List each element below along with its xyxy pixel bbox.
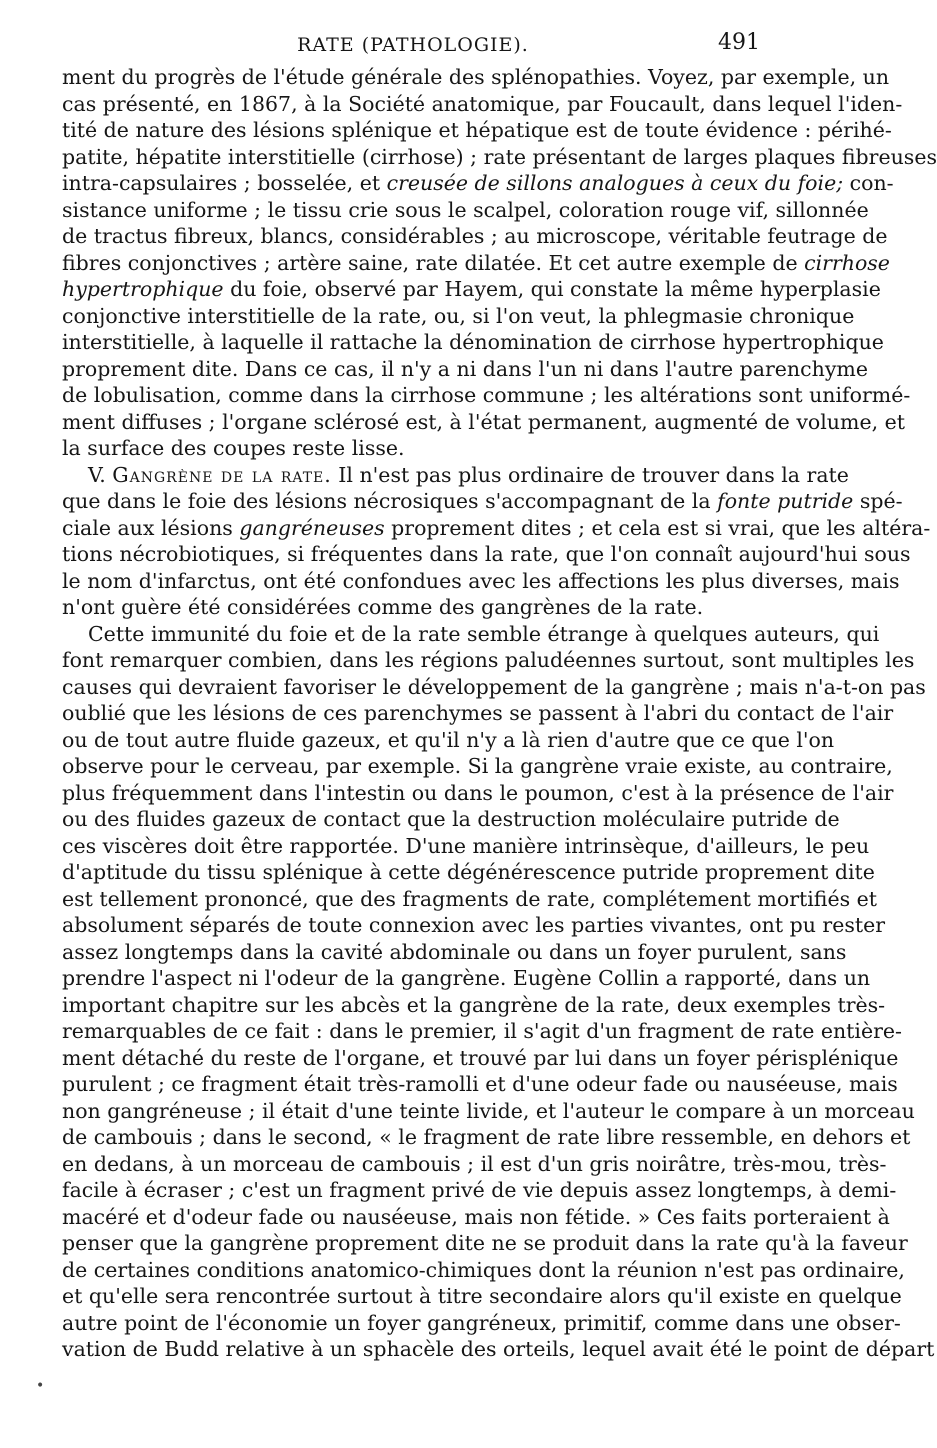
text-line xyxy=(62,409,905,436)
running-head xyxy=(62,30,764,62)
text-segment: n'ont guère été considérées comme des gangrènes de la rate. xyxy=(62,595,704,619)
text-segment: proprement dites ; et cela est si vrai, que les altéra- xyxy=(384,515,931,540)
text-line xyxy=(62,992,886,1019)
text-segment: cas présenté, en 1867, à la Société anatomique, par Foucault, dans lequel l'iden- xyxy=(62,91,903,116)
text-line xyxy=(62,886,878,913)
text-line xyxy=(62,462,849,489)
text-line xyxy=(62,939,847,966)
text-segment: V. xyxy=(88,462,113,487)
text-line xyxy=(62,197,869,224)
text-segment: d'aptitude du tissu splénique à cette dégénérescence putride proprement dite xyxy=(62,860,875,884)
text-line xyxy=(62,700,894,727)
text-segment: purulent ; ce fragment était très-ramolli et d'une odeur fade ou nauséeuse, mais xyxy=(62,1072,898,1096)
text-segment: tions nécrobiotiques, si fréquentes dans la rate, que l'on connaît aujourd'hui sous xyxy=(62,542,911,566)
text-segment: est tellement prononcé, que des fragments de rate, complétement mortifiés et xyxy=(62,886,878,911)
text-line xyxy=(62,515,931,542)
text-segment: important chapitre sur les abcès et la gangrène de la rate, deux exemples très- xyxy=(62,992,886,1017)
running-title: RATE (PATHOLOGIE). xyxy=(297,34,529,56)
text-segment: en dedans, à un morceau de cambouis ; il est d'un gris noirâtre, très-mou, très- xyxy=(62,1151,887,1176)
text-segment: plus fréquemment dans l'intestin ou dans le poumon, c'est à la présence de l'air xyxy=(62,780,894,805)
text-line xyxy=(62,1336,935,1363)
text-segment: spé- xyxy=(853,489,903,513)
text-line xyxy=(62,223,888,250)
text-line xyxy=(62,674,926,701)
text-segment: Cette immunité du foie et de la rate semble étrange à quelques auteurs, qui xyxy=(88,621,880,646)
text-segment: assez longtemps dans la cavité abdominale ou dans un foyer purulent, sans xyxy=(62,939,847,964)
text-segment: absolument séparés de toute connexion avec les parties vivantes, ont pu rester xyxy=(62,913,886,937)
text-segment: font remarquer combien, dans les régions paludéennes surtout, sont multiples les xyxy=(62,648,915,672)
italic-text: fonte putride xyxy=(717,489,854,513)
text-segment: ment du progrès de l'étude générale des splénopathies. Voyez, par exemple, un xyxy=(62,65,890,89)
body-text xyxy=(62,64,937,1363)
text-line xyxy=(62,647,915,674)
text-line xyxy=(62,329,884,356)
text-segment: causes qui devraient favoriser le développement de la gangrène ; mais n'a-t-on pas xyxy=(62,674,926,699)
text-line xyxy=(62,91,903,118)
text-segment: ciale aux lésions xyxy=(62,515,240,540)
text-line xyxy=(62,1204,890,1231)
text-line xyxy=(62,1018,902,1045)
text-line xyxy=(62,621,880,648)
text-segment: sistance uniforme ; le tissu crie sous le scalpel, coloration rouge vif, sillonnée xyxy=(62,197,869,222)
text-segment: ou des fluides gazeux de contact que la destruction moléculaire putride de xyxy=(62,807,840,831)
text-line xyxy=(62,1098,915,1125)
text-segment: du foie, observé par Hayem, qui constate la même hyperplasie xyxy=(223,277,881,301)
text-segment: et qu'elle sera rencontrée surtout à titre secondaire alors qu'il existe en quelque xyxy=(62,1284,902,1308)
text-line xyxy=(62,144,937,171)
text-segment: proprement dite. Dans ce cas, il n'y a ni dans l'un ni dans l'autre parenchyme xyxy=(62,356,868,381)
text-segment: oublié que les lésions de ces parenchymes se passent à l'abri du contact de l'air xyxy=(62,701,894,725)
text-line xyxy=(62,117,892,144)
text-segment: remarquables de ce fait : dans le premier, il s'agit d'un fragment de rate entière- xyxy=(62,1019,902,1043)
text-line xyxy=(62,64,890,91)
text-line xyxy=(62,568,900,595)
text-segment: de cambouis ; dans le second, « le fragment de rate libre ressemble, en dehors et xyxy=(62,1125,911,1149)
section-heading: Gangrène de la rate. xyxy=(112,462,332,487)
text-line xyxy=(62,1151,887,1178)
text-segment: Il n'est pas plus ordinaire de trouver dans la rate xyxy=(331,462,849,487)
text-line xyxy=(62,1177,897,1204)
text-segment: macéré et d'odeur fade ou nauséeuse, mais non fétide. » Ces faits porteraient à xyxy=(62,1204,890,1229)
text-line xyxy=(62,276,881,303)
print-mark: • xyxy=(36,1378,45,1394)
text-segment: facile à écraser ; c'est un fragment privé de vie depuis assez longtemps, à demi- xyxy=(62,1178,897,1202)
text-segment: de tractus fibreux, blancs, considérables ; au microscope, véritable feutrage de xyxy=(62,224,888,248)
text-line xyxy=(62,1045,899,1072)
text-segment: de lobulisation, comme dans la cirrhose commune ; les altérations sont uniformé- xyxy=(62,383,911,407)
text-segment: vation de Budd relative à un sphacèle des orteils, lequel avait été le point de départ xyxy=(62,1337,935,1361)
text-line xyxy=(62,1310,901,1337)
text-segment: la surface des coupes reste lisse. xyxy=(62,436,405,460)
text-line xyxy=(62,356,868,383)
text-line xyxy=(62,594,764,621)
text-line xyxy=(62,753,893,780)
text-segment: fibres conjonctives ; artère saine, rate dilatée. Et cet autre exemple de xyxy=(62,250,805,275)
text-line xyxy=(62,806,840,833)
text-line xyxy=(62,1283,902,1310)
text-segment: le nom d'infarctus, ont été confondues avec les affections les plus diverses, mais xyxy=(62,568,900,593)
text-segment: con- xyxy=(843,171,894,195)
text-line xyxy=(62,435,764,462)
italic-text: creusée de sillons analogues à ceux du foie; xyxy=(386,171,844,195)
text-line xyxy=(62,859,875,886)
text-segment: ou de tout autre fluide gazeux, et qu'il n'y a là rien d'autre que ce que l'on xyxy=(62,727,835,752)
text-segment: tité de nature des lésions splénique et hépatique est de toute évidence : périhé- xyxy=(62,118,892,142)
text-segment: ces viscères doit être rapportée. D'une manière intrinsèque, d'ailleurs, le peu xyxy=(62,833,870,858)
text-segment: de certaines conditions anatomico-chimiques dont la réunion n'est pas ordinaire, xyxy=(62,1257,905,1282)
text-line xyxy=(62,1124,911,1151)
page-number: 491 xyxy=(718,30,760,55)
text-line xyxy=(62,965,871,992)
text-segment: que dans le foie des lésions nécrosiques s'accompagnant de la xyxy=(62,489,718,513)
text-line xyxy=(62,1230,908,1257)
text-line xyxy=(62,912,886,939)
text-segment: interstitielle, à laquelle il rattache la dénomination de cirrhose hypertrophique xyxy=(62,330,884,354)
text-line xyxy=(62,170,894,197)
text-line xyxy=(62,541,911,568)
text-line xyxy=(62,382,911,409)
text-line xyxy=(62,780,894,807)
text-line xyxy=(62,1257,905,1284)
text-segment: conjonctive interstitielle de la rate, ou, si l'on veut, la phlegmasie chronique xyxy=(62,303,855,328)
text-segment: autre point de l'économie un foyer gangréneux, primitif, comme dans une obser- xyxy=(62,1310,901,1335)
text-segment: non gangréneuse ; il était d'une teinte livide, et l'auteur le compare à un morceau xyxy=(62,1098,915,1123)
italic-text: cirrhose xyxy=(804,250,890,275)
text-segment: patite, hépatite interstitielle (cirrhose) ; rate présentant de larges plaques fibreuses xyxy=(62,144,937,169)
text-segment: prendre l'aspect ni l'odeur de la gangrène. Eugène Collin a rapporté, dans un xyxy=(62,966,871,990)
text-segment: intra-capsulaires ; bosselée, et xyxy=(62,171,387,195)
text-line xyxy=(62,1071,898,1098)
text-line xyxy=(62,250,890,277)
italic-text: hypertrophique xyxy=(62,277,224,301)
italic-text: gangréneuses xyxy=(239,515,385,540)
text-line xyxy=(62,727,835,754)
text-segment: penser que la gangrène proprement dite ne se produit dans la rate qu'à la faveur xyxy=(62,1231,908,1255)
text-segment: ment détaché du reste de l'organe, et trouvé par lui dans un foyer périsplénique xyxy=(62,1045,899,1070)
text-line xyxy=(62,833,870,860)
text-segment: ment diffuses ; l'organe sclérosé est, à l'état permanent, augmenté de volume, et xyxy=(62,409,905,434)
text-segment: observe pour le cerveau, par exemple. Si la gangrène vraie existe, au contraire, xyxy=(62,754,893,778)
text-line xyxy=(62,488,903,515)
text-line xyxy=(62,303,855,330)
